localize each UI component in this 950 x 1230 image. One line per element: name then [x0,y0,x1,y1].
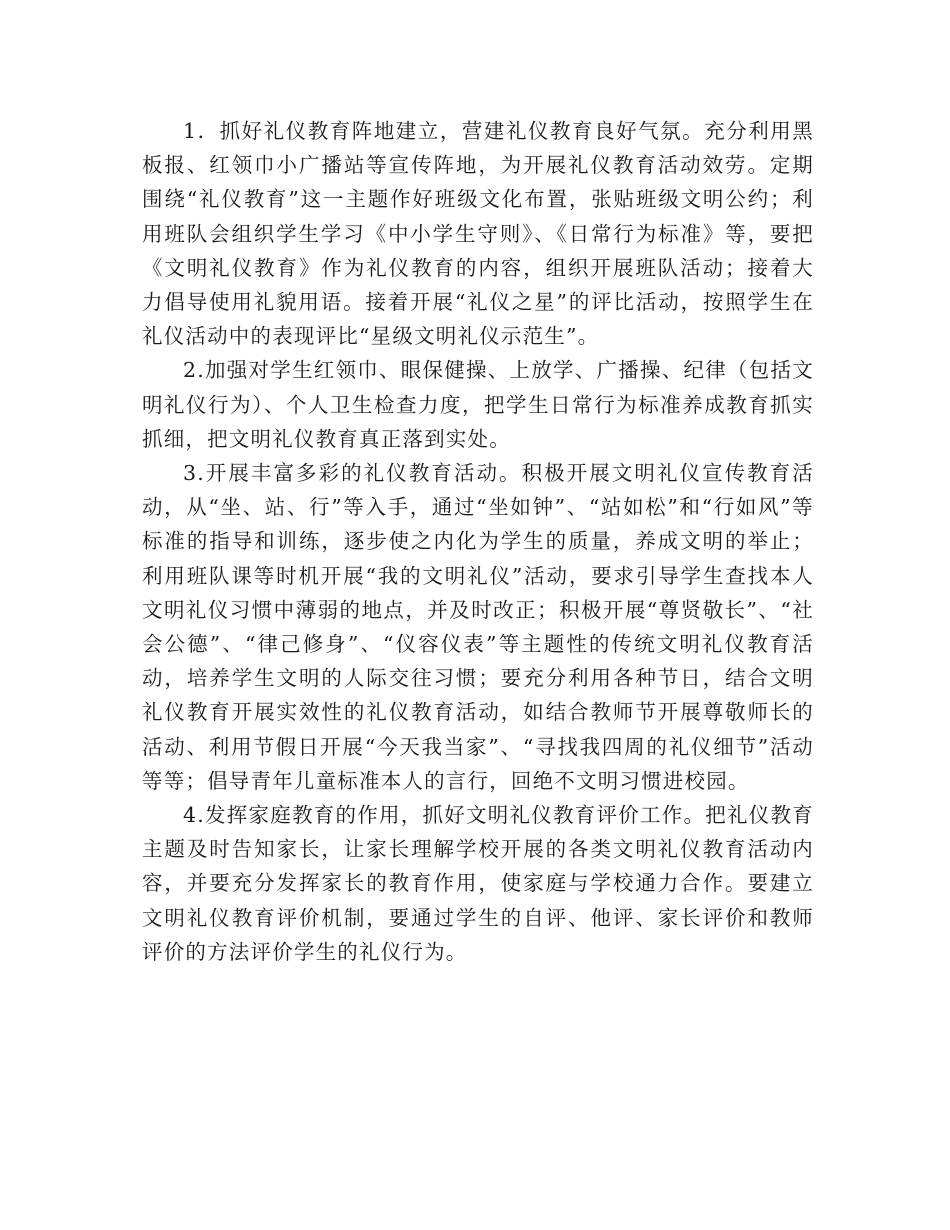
paragraph-1: 1．抓好礼仪教育阵地建立，营建礼仪教育良好气氛。充分利用黑板报、红领巾小广播站等宣传阵地，为开展礼仪教育活动效劳。定期围绕“礼仪教育”这一主题作好班级文化布置，张贴班级文明公约；利用班队会组织学生学习《中小学生守则》、《日常行为标准》等，要把《文明礼仪教育》作为礼仪教育的内容，组织开展班队活动；接着大力倡导使用礼貌用语。接着开展“礼仪之星”的评比活动，按照学生在礼仪活动中的表现评比“星级文明礼仪示范生”。 [142,119,814,349]
paragraph-3: 3.开展丰富多彩的礼仪教育活动。积极开展文明礼仪宣传教育活动，从“坐、站、行”等入手，通过“坐如钟”、“站如松”和“行如风”等标准的指导和训练，逐步使之内化为学生的质量，养成文明的举止；利用班队课等时机开展“我的文明礼仪”活动，要求引导学生查找本人文明礼仪习惯中薄弱的地点，并及时改正；积极开展“尊贤敬长”、“社会公德”、“律己修身”、“仪容仪表”等主题性的传统文明礼仪教育活动，培养学生文明的人际交往习惯；要充分利用各种节日，结合文明礼仪教育开展实效性的礼仪教育活动，如结合教师节开展尊敬师长的活动、利用节假日开展“今天我当家”、“寻找我四周的礼仪细节”活动等等；倡导青年儿童标准本人的言行，回绝不文明习惯进校园。 [142,461,814,793]
paragraph-2: 2.加强对学生红领巾、眼保健操、上放学、广播操、纪律（包括文明礼仪行为）、个人卫生检查力度，把学生日常行为标准养成教育抓实抓细，把文明礼仪教育真正落到实处。 [142,358,814,451]
paragraph-4: 4.发挥家庭教育的作用，抓好文明礼仪教育评价工作。把礼仪教育主题及时告知家长，让家长理解学校开展的各类文明礼仪教育活动内容，并要充分发挥家长的教育作用，使家庭与学校通力合作。要建立文明礼仪教育评价机制，要通过学生的自评、他评、家长评价和教师评价的方法评价学生的礼仪行为。 [142,803,814,964]
document-body [142,114,814,969]
